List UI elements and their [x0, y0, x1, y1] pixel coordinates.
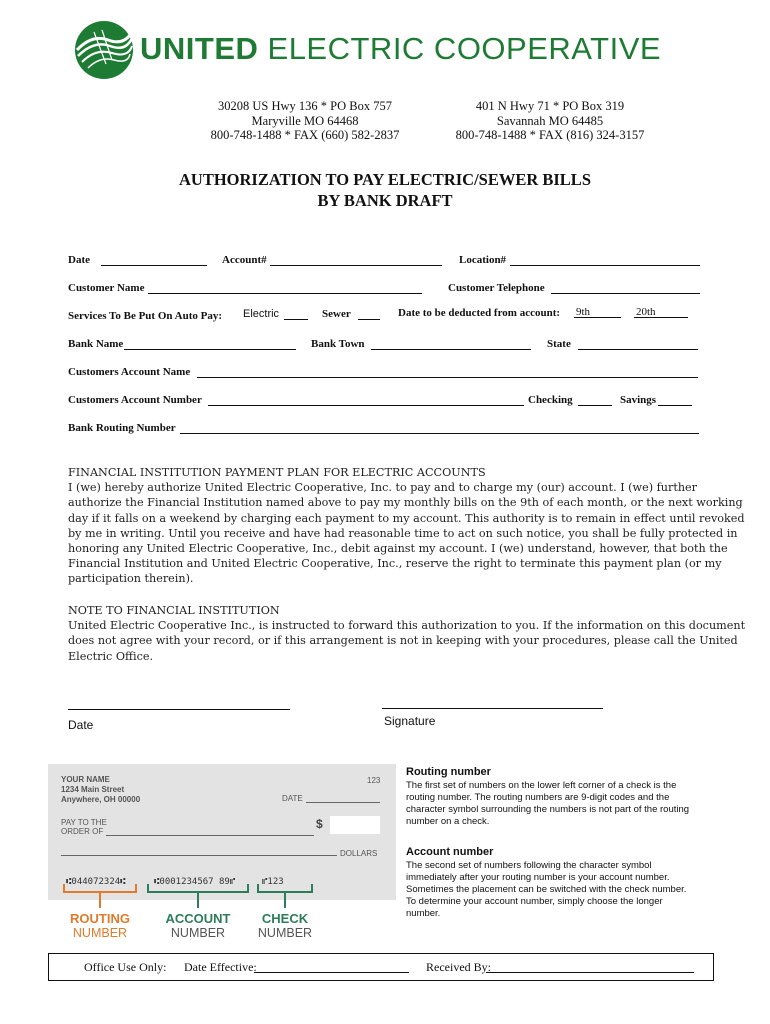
- note-heading: NOTE TO FINANCIAL INSTITUTION: [68, 604, 280, 617]
- routing-caption-1: ROUTING: [70, 911, 130, 926]
- check-pay-to: PAY TO THE: [61, 818, 107, 827]
- plan-line: authorize the Financial Institution named above to pay my monthly bills on the 9th of each month, or the next working: [68, 496, 743, 510]
- received-by-field[interactable]: [486, 972, 694, 973]
- routing-help-line: The first set of numbers on the lower left corner of a check is the: [406, 780, 677, 791]
- cooperative-logo-icon: [74, 20, 134, 80]
- routing-help-heading: Routing number: [406, 766, 491, 778]
- check-micr-routing: ⑆044072324⑆: [66, 877, 126, 887]
- date-effective-field[interactable]: [254, 972, 409, 973]
- routing-help-line: routing number. The routing numbers are 9-digit codes and the: [406, 792, 670, 803]
- check-micr-check: ⑈123: [262, 877, 284, 887]
- bank-name-field[interactable]: [124, 349, 296, 350]
- date-effective-label: Date Effective:: [184, 960, 257, 974]
- check-dollars-label: DOLLARS: [340, 849, 378, 858]
- account-help-line: immediately after your routing number is your account number.: [406, 872, 670, 883]
- account-help-line: Sometimes the placement can be switched with the check number.: [406, 884, 687, 895]
- savings-label: Savings: [620, 394, 657, 406]
- bank-town-field[interactable]: [371, 349, 531, 350]
- note-section: [68, 603, 746, 664]
- electric-label: Electric: [243, 308, 280, 320]
- date-label: Date: [68, 254, 90, 266]
- account-field[interactable]: [270, 265, 442, 266]
- checking-checkbox-line[interactable]: [578, 405, 612, 406]
- state-label: State: [547, 338, 571, 350]
- received-by-label: Received By:: [426, 960, 491, 974]
- plan-line: honoring any United Electric Cooperative, Inc., debit against my account. I (we) understand, however, that both the: [68, 542, 728, 556]
- signature-label: Signature: [384, 714, 436, 728]
- routing-help: [406, 766, 726, 828]
- customers-account-name-field[interactable]: [197, 377, 698, 378]
- check-caption-1: CHECK: [261, 911, 309, 926]
- customer-name-field[interactable]: [148, 293, 422, 294]
- signature-date-label: Date: [68, 718, 94, 732]
- routing-bracket: [64, 884, 136, 892]
- routing-help-line: character symbol surrounding the numbers is not part of the routing: [406, 804, 690, 815]
- plan-line: I (we) hereby authorize United Electric Cooperative, Inc. to pay and to charge my (our) account. I (we) further: [68, 481, 698, 495]
- twentieth-line[interactable]: [634, 317, 688, 318]
- plan-line: Financial Institution and United Electric Cooperative, Inc., reserve the right to terminate this payment plan (or my: [68, 557, 722, 571]
- title-line-2: BY BANK DRAFT: [317, 191, 453, 210]
- title-line-1: AUTHORIZATION TO PAY ELECTRIC/SEWER BILLS: [178, 170, 591, 189]
- services-label: Services To Be Put On Auto Pay:: [68, 310, 223, 322]
- account-help-line: number.: [406, 908, 441, 919]
- account-help: [406, 846, 726, 920]
- routing-help-line: number on a check.: [406, 816, 490, 827]
- customer-name-label: Customer Name: [68, 282, 145, 294]
- date-field[interactable]: [101, 265, 207, 266]
- account-help-line: The second set of numbers following the character symbol: [406, 860, 652, 871]
- account-help-line: To determine your account number, simply choose the longer: [406, 896, 663, 907]
- customers-account-number-field[interactable]: [208, 405, 524, 406]
- office-line: 30208 US Hwy 136 * PO Box 757: [218, 99, 392, 113]
- office-use-label: Office Use Only:: [84, 960, 167, 974]
- office-maryville: [190, 99, 420, 143]
- check-city: Anywhere, OH 00000: [61, 795, 141, 804]
- payment-plan-section: [68, 465, 745, 587]
- ninth-option: 9th: [576, 306, 591, 318]
- account-help-heading: Account number: [406, 846, 494, 858]
- check-amount-line: [61, 855, 337, 856]
- customers-account-number-label: Customers Account Number: [68, 394, 202, 406]
- office-line: 800-748-1488 * FAX (660) 582-2837: [210, 128, 400, 142]
- bank-routing-number-field[interactable]: [180, 433, 699, 434]
- payment-plan-heading: FINANCIAL INSTITUTION PAYMENT PLAN FOR ELECTRIC ACCOUNTS: [68, 466, 486, 479]
- note-line: does not agree with your record, or if this arrangement is not in keeping with your procedures, please call the United: [68, 634, 738, 648]
- check-dollar-sign: $: [316, 817, 323, 831]
- check-number-caption: [245, 912, 325, 940]
- check-date-label: DATE: [282, 794, 303, 803]
- ninth-line[interactable]: [574, 317, 621, 318]
- state-field[interactable]: [578, 349, 698, 350]
- signature-date-line[interactable]: [68, 709, 290, 710]
- check-order-of: ORDER OF: [61, 827, 104, 836]
- plan-line: day if it falls on a weekend by charging each payment to my account. This authority is to remain in effect until revoked: [68, 511, 745, 525]
- page-title: [0, 169, 770, 211]
- check-bracket-marks: [48, 880, 396, 910]
- routing-caption-2: NUMBER: [72, 926, 128, 940]
- plan-line: by me in writing. Until you receive and have had reasonable time to act on such notice, you shall be fully protected in: [68, 526, 738, 540]
- office-line: Savannah MO 64485: [496, 113, 604, 128]
- note-line: United Electric Cooperative Inc., is instructed to forward this authorization to you. If the information on this document: [68, 619, 746, 633]
- check-amount-box: [330, 816, 380, 834]
- check-micr-account: ⑆0001234567 89⑈: [154, 877, 236, 887]
- office-line: 800-748-1488 * FAX (816) 324-3157: [455, 128, 645, 142]
- customers-account-name-label: Customers Account Name: [68, 366, 191, 378]
- account-bracket: [148, 884, 248, 892]
- office-use-box: [48, 953, 714, 981]
- office-savannah: [430, 99, 670, 143]
- bank-routing-number-label: Bank Routing Number: [68, 422, 176, 434]
- bank-town-label: Bank Town: [311, 338, 365, 350]
- sewer-label: Sewer: [322, 308, 351, 320]
- check-your-name: YOUR NAME: [61, 775, 110, 784]
- office-line: 401 N Hwy 71 * PO Box 319: [475, 99, 625, 113]
- check-caption-2: NUMBER: [257, 926, 313, 940]
- brand-name-rest: ELECTRIC COOPERATIVE: [267, 31, 662, 66]
- check-date-line: [306, 802, 380, 803]
- savings-checkbox-line[interactable]: [658, 405, 692, 406]
- sewer-checkbox-line[interactable]: [358, 319, 380, 320]
- plan-line: participation therein).: [68, 572, 194, 586]
- account-label: Account#: [222, 254, 267, 266]
- note-line: Electric Office.: [68, 649, 154, 663]
- check-bracket: [258, 884, 312, 892]
- account-caption-1: ACCOUNT: [165, 911, 231, 926]
- logo: [74, 20, 714, 82]
- deduct-date-label: Date to be deducted from account:: [398, 307, 561, 319]
- electric-checkbox-line[interactable]: [284, 319, 308, 320]
- office-line: Maryville MO 64468: [251, 113, 359, 128]
- routing-number-caption: [60, 912, 140, 940]
- twentieth-option: 20th: [636, 306, 656, 318]
- check-street: 1234 Main Street: [61, 785, 125, 794]
- check-payee-line: [106, 835, 314, 836]
- location-field[interactable]: [510, 265, 700, 266]
- check-number: 123: [367, 776, 381, 785]
- signature-line[interactable]: [382, 708, 603, 709]
- brand-name-bold: UNITED: [140, 31, 259, 66]
- account-number-caption: [158, 912, 238, 940]
- customer-telephone-field[interactable]: [551, 293, 700, 294]
- account-caption-2: NUMBER: [170, 926, 226, 940]
- location-label: Location#: [459, 254, 507, 266]
- customer-telephone-label: Customer Telephone: [448, 282, 545, 294]
- checking-label: Checking: [528, 394, 573, 406]
- bank-name-label: Bank Name: [68, 338, 124, 350]
